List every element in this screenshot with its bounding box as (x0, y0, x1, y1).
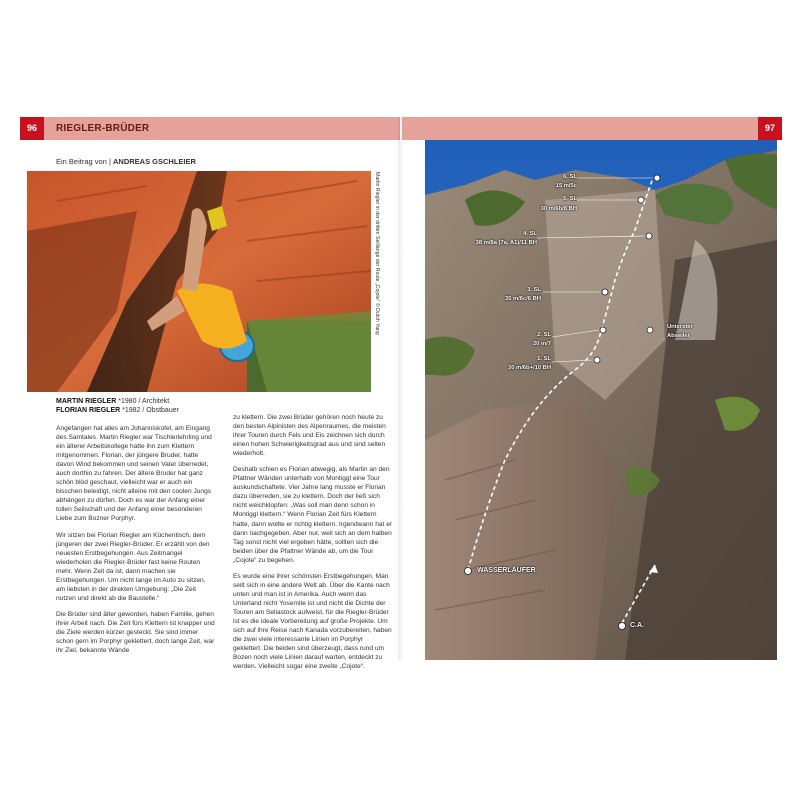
paragraph: Wir sitzen bei Florian Riegler am Küchentisch, dem jüngeren der zwei Riegler-Brüder. Er erzählt von den neuesten Erstbegehungen. Aus Zeitmangel wiederholen die Riegler-Brüder fast keine Routen mehr. Wenn Zeit da ist, dann machen sie Erstbegehungen. Um nicht lange im Auto zu sitzen, am liebsten in der direkten Umgebung: „Die Zeit nutzen und direkt ab die Baustelle.“ (56, 531, 210, 602)
pitch-2-length: 20 m/7 (532, 341, 551, 347)
byline-prefix: Ein Beitrag von | (56, 157, 111, 166)
pitch-3-label: 3. SL (527, 287, 541, 293)
climber-photo-illustration (27, 171, 371, 392)
bio-name: MARTIN RIEGLER (56, 398, 117, 405)
pitch-1-length: 30 m/6b+/10 BH (507, 365, 551, 371)
page-number-right: 97 (758, 117, 782, 140)
page-number-left: 96 (20, 117, 44, 140)
pitch-4-length: 38 m/8a (7a, A1)/11 BH (475, 240, 537, 246)
paragraph: Deshalb schien es Florian abwegig, als Martin an den Pfattner Wänden unterhalb von Montiggl eine Tour auskundschaftete. Vier Jahre lang musste er Florian dazu überreden, sie zu klettern. Doch der ließ sich nicht weichklopfen: „Was soll man denn schon in Montiggl klettern.“ Wenn Florian Zeit fürs Klettern hatte, dann wollte er richtig klettern. Irgendwann hat er dann nachgegeben. Aber nur, weil sich an dem halben Tag sonst nicht viel ergeben hätte, sollten sich die beiden über die Pfattner Wände ab, um die Tour „Cojote“ zu begehen. (233, 466, 393, 564)
paragraph: Die Brüder sind älter geworden, haben Familie, gehen ihrer Arbeit nach. Die Zeit fürs Klettern ist knapper und die Ziele werden kürzer gesteckt. Sie sind immer schon gern im Porphyr geklettert, doch lange Zeit, war ihr Ziel, bekannte Wände (56, 610, 215, 655)
pitch-2-label: 2. SL (537, 332, 551, 338)
spine-shadow (398, 117, 404, 660)
paragraph: zu klettern. Die zwei Brüder gehören noch heute zu den besten Alpinisten des Alpenraumes, die meisten ihrer Touren durch Fels und Eis zeichnen sich durch einen hohen Schwierigkeitsgrad aus und sind selten wiederholt. (233, 414, 386, 458)
right-page-header-bar (402, 117, 782, 140)
pitch-3-length: 35 m/6c/6 BH (504, 296, 541, 302)
bio-florian (56, 407, 179, 414)
paragraph: Es wurde eine ihrer schönsten Erstbegehungen. Man seilt sich in eine andere Welt ab. Über die Kante nach unten und man ist in Amerika. Auch wenn das Unterland nicht Yosemite ist und nicht die Dichte der Touren am Sellastock aufweist, für die Riegler-Brüder ist es die ideale Vorbereitung auf große Projekte. Um sich auf ihre Reise nach Kanada vorzubereiten, haben die zwei viele interessante Linien im Porphyr geklettert. Die beiden sind überzeugt, dass rund um Bozen noch viele Linien darauf warten, entdeckt zu werden. Vielleicht sogar eine zweite „Cojote“. (233, 572, 392, 671)
rock-wall-illustration (425, 140, 777, 660)
climber-photo (27, 171, 371, 392)
route-label-ca: C.A. (630, 622, 644, 629)
bio-detail: *1982 / Obstbauer (122, 407, 179, 414)
byline-author: ANDREAS GSCHLEIER (113, 157, 196, 166)
bio-martin (56, 398, 169, 405)
pitch-6-label: 6. SL (563, 174, 577, 180)
route-label-wasserlaufer: WASSERLÄUFER (477, 567, 536, 574)
byline (56, 157, 196, 166)
photo-credit (372, 172, 381, 390)
chapter-title: RIEGLER-BRÜDER (56, 123, 150, 134)
route-topo-photo (425, 140, 777, 660)
bio-name: FLORIAN RIEGLER (56, 407, 121, 414)
pitch-6-length: 15 m/5c (555, 183, 577, 189)
abseil-label-line1: Unterster (667, 324, 693, 330)
pitch-5-length: 30 m/6b/8 BH (540, 206, 577, 212)
photo-credit-text: Martin Riegler in der dritten Seillänge der Route „Cojote“ © Dutch Yang (374, 172, 380, 335)
paragraph: Angefangen hat alles am Johanniskofel, am Eingang des Samtales. Martin Riegler war Tischlerlehrling und ein älterer Arbeitskollege hatte ihn zum Klettern mitgenommen. Florian, der jüngere Bruder, hatte davon Wind bekommen und seinen Vater überredet, auch dorthin zu fahren. Der ältere Bruder hat ganz schön blöd geschaut, vielleicht war er auch ein bisschen beleidigt, nicht alleine mit den coolen Jungs abhängen zu dürfen. Doch es war der Anfang einer tollen Seilschaft und der Anfang einer besonderen Liebe zum Bozner Porphyr. (56, 425, 212, 523)
pitch-4-label: 4. SL (523, 231, 537, 237)
bio-detail: *1980 / Architekt (118, 398, 170, 405)
text-column-1 (56, 424, 216, 662)
abseil-label-line2: Abseiler (667, 333, 690, 339)
pitch-5-label: 5. SL (563, 196, 577, 202)
text-column-2 (233, 413, 393, 678)
pitch-1-label: 1. SL (537, 356, 551, 362)
